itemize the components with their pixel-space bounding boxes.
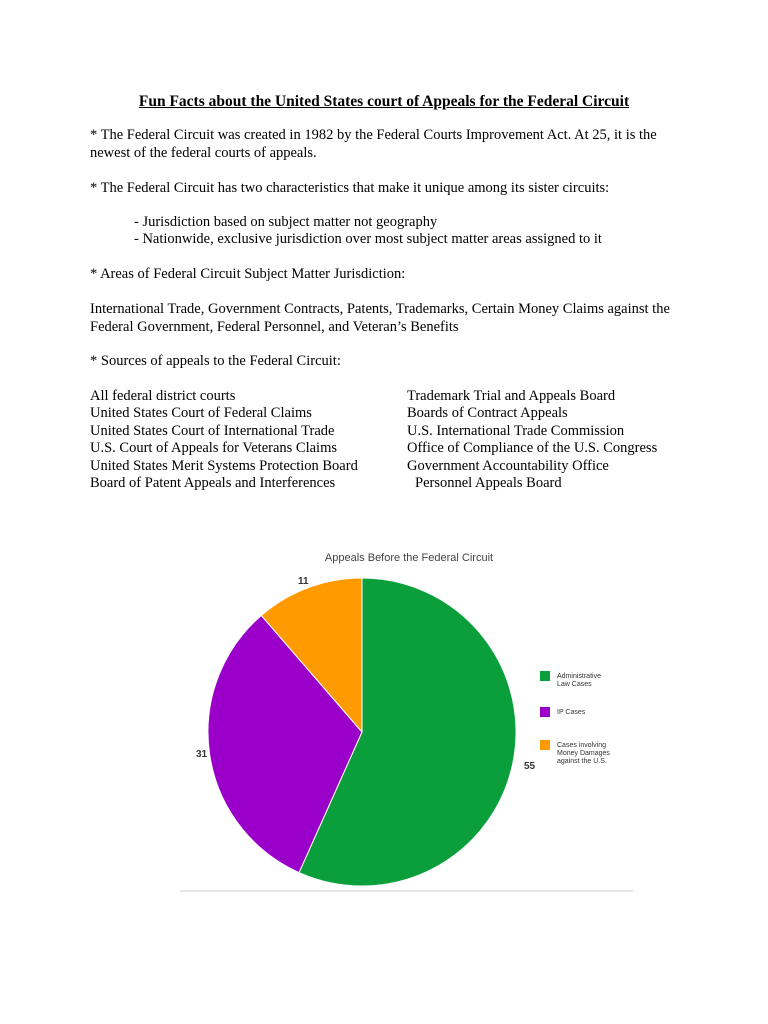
pie-value-label: 11 xyxy=(298,576,309,587)
jurisdiction-areas: International Trade, Government Contracts, Patents, Trademarks, Certain Money Claims against the Federal Government, Federal Personnel, and Veteran’s Benefits xyxy=(90,301,670,335)
fact-jurisdiction-heading: * Areas of Federal Circuit Subject Matter Jurisdiction: xyxy=(90,266,406,282)
legend-label: IP Cases xyxy=(557,709,586,716)
source-item: U.S. Court of Appeals for Veterans Claims xyxy=(90,440,338,457)
legend-label: Administrative Law Cases xyxy=(557,673,601,688)
pie-value-label: 55 xyxy=(524,761,536,772)
source-item: United States Merit Systems Protection Board xyxy=(90,457,358,474)
chart-title: Appeals Before the Federal Circuit xyxy=(324,552,494,564)
characteristic-item: - Nationwide, exclusive jurisdiction over most subject matter areas assigned to it xyxy=(134,231,602,247)
source-item: United States Court of International Trade xyxy=(90,422,335,439)
legend-swatch xyxy=(540,671,550,681)
source-item: All federal district courts xyxy=(90,388,236,404)
source-item: Trademark Trial and Appeals Board xyxy=(407,388,616,404)
chart-legend xyxy=(540,671,610,765)
pie-value-label: 31 xyxy=(196,749,208,760)
page-title: Fun Facts about the United States court of Appeals for the Federal Circuit xyxy=(138,93,630,110)
source-item: Office of Compliance of the U.S. Congress xyxy=(407,440,658,457)
pie-chart-svg xyxy=(180,540,633,892)
legend-swatch xyxy=(540,707,550,717)
legend-swatch xyxy=(540,740,550,750)
source-item: United States Court of Federal Claims xyxy=(90,405,312,422)
source-item: Board of Patent Appeals and Interferences xyxy=(90,475,336,492)
pie-chart xyxy=(180,540,633,892)
source-item: Personnel Appeals Board xyxy=(415,475,562,492)
source-item: U.S. International Trade Commission xyxy=(407,422,625,439)
sources-right-column xyxy=(407,388,657,492)
source-item: Government Accountability Office xyxy=(407,457,609,474)
pie-slices xyxy=(208,578,516,886)
fact-created: * The Federal Circuit was created in 1982 by the Federal Courts Improvement Act. At 25, it is the newest of the federal courts of appeals. xyxy=(90,127,657,161)
legend-label: Cases involving Money Damages against the U.S. xyxy=(557,742,610,765)
sources-left-column xyxy=(90,388,358,492)
fact-sources-heading: * Sources of appeals to the Federal Circuit: xyxy=(90,353,341,369)
fact-unique: * The Federal Circuit has two characteristics that make it unique among its sister circuits: xyxy=(90,180,610,196)
characteristic-item: - Jurisdiction based on subject matter not geography xyxy=(134,214,438,230)
source-item: Boards of Contract Appeals xyxy=(407,405,568,422)
